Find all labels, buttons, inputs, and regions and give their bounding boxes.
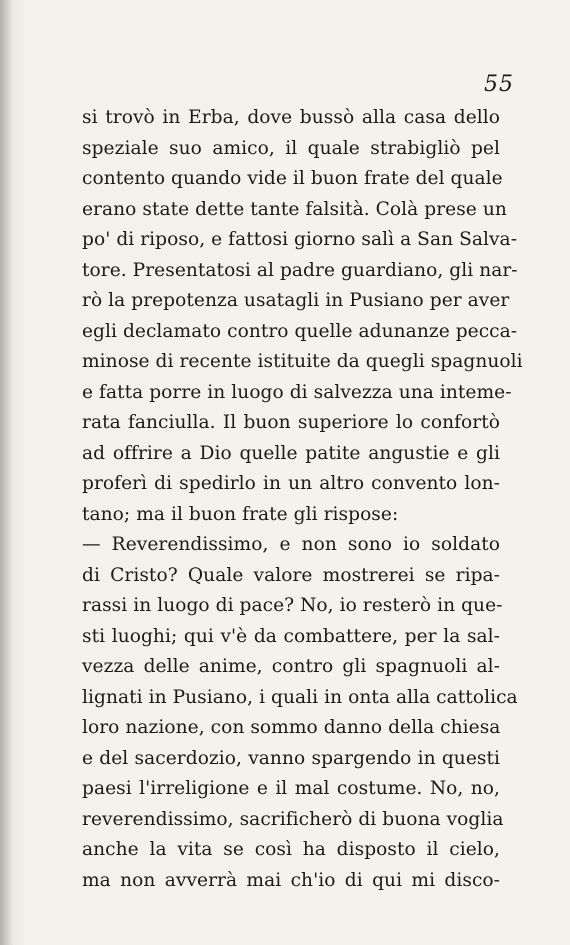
page-number: 55 <box>484 72 514 97</box>
text-line: si trovò in Erba, dove bussò alla casa dello <box>82 107 500 128</box>
text-line: vezza delle anime, contro gli spagnuoli al- <box>82 656 500 677</box>
text-line: rata fanciulla. Il buon superiore lo confortò <box>82 412 500 433</box>
text-line: loro nazione, con sommo danno della chiesa <box>82 717 501 738</box>
text-line: ma non avverrà mai ch'io di qui mi disco- <box>82 869 500 891</box>
text-line: paesi l'irreligione e il mal costume. No, no, <box>82 778 500 799</box>
text-line: contento quando vide il buon frate del quale <box>82 168 503 189</box>
text-line: sti luoghi; qui v'è da combattere, per la sal- <box>82 625 500 647</box>
text-line: rò la prepotenza usatagli in Pusiano per aver <box>82 290 510 311</box>
text-line: e del sacerdozio, vanno spargendo in questi <box>82 747 500 769</box>
text-line: rassi in luogo di pace? No, io resterò in que- <box>82 595 503 616</box>
text-line: minose di recente istituite da quegli spagnuoli <box>82 351 523 372</box>
text-line: lignati in Pusiano, i quali in onta alla cattolica <box>82 686 518 708</box>
text-line: e fatta porre in luogo di salvezza una inteme- <box>82 381 512 403</box>
text-line: tano; ma il buon frate gli rispose: <box>82 503 399 525</box>
text-line: egli declamato contro quelle adunanze pecca- <box>82 320 518 342</box>
text-line: speziale suo amico, il quale strabigliò pel <box>82 137 500 159</box>
text-line: — Reverendissimo, e non sono io soldato <box>82 534 500 555</box>
text-line: di Cristo? Quale valore mostrerei se ripa- <box>82 564 500 586</box>
text-line: anche la vita se così ha disposto il cielo, <box>82 839 500 860</box>
text-line: reverendissimo, sacrificherò di buona voglia <box>82 808 504 830</box>
text-line: tore. Presentatosi al padre guardiano, gli nar- <box>82 259 518 281</box>
text-line: ad offrire a Dio quelle patite angustie e gli <box>82 442 500 464</box>
text-line: proferì di spedirlo in un altro convento lon- <box>82 473 500 494</box>
binding-shadow <box>0 0 14 945</box>
text-line: po' di riposo, e fattosi giorno salì a San Salva- <box>82 229 518 250</box>
text-line: erano state dette tante falsità. Colà prese un <box>82 198 507 220</box>
body-text <box>82 103 523 896</box>
